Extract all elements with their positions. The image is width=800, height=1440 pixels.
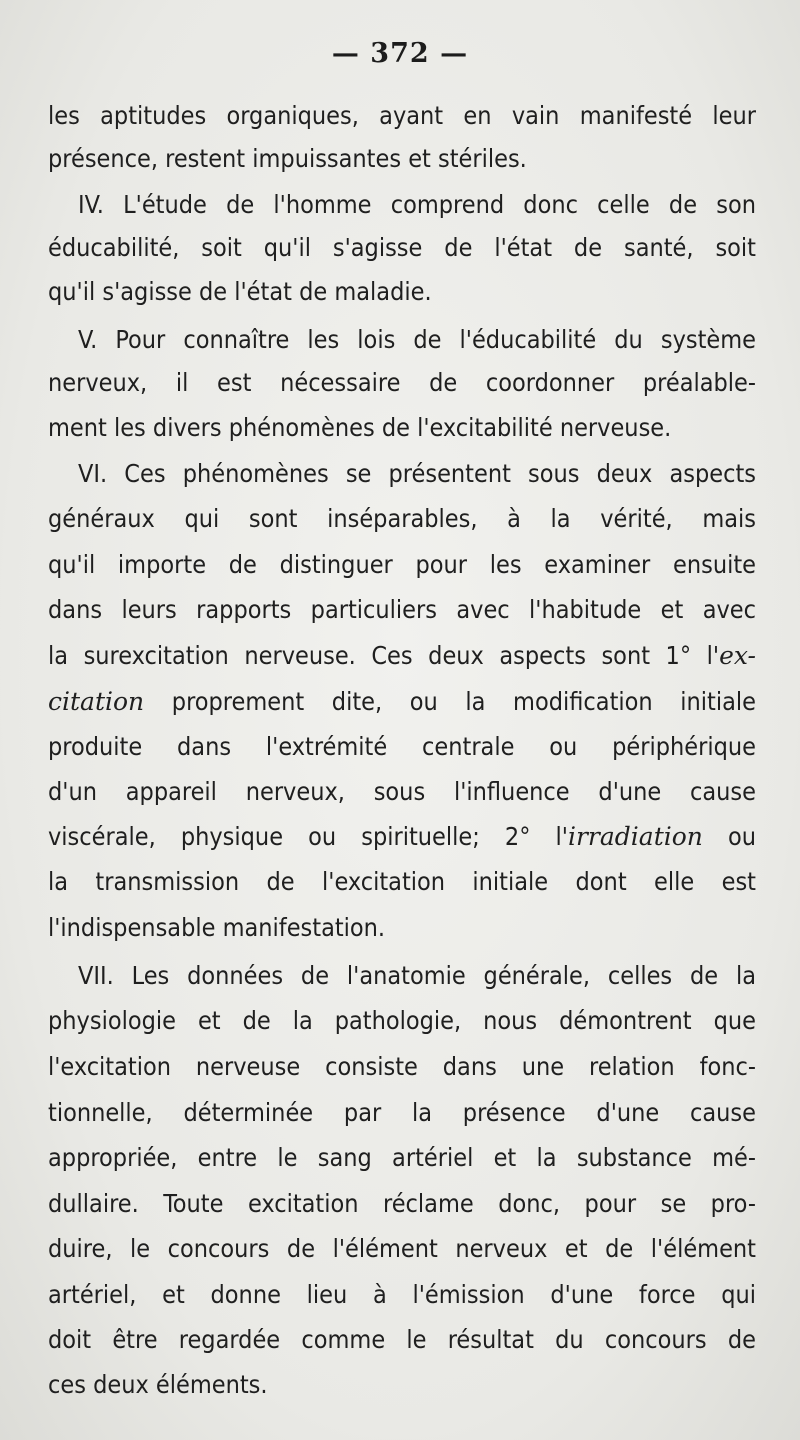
text-segment: nerveux, il est nécessaire de coordonner préalable- xyxy=(48,368,756,397)
page-number: — 372 — xyxy=(331,38,469,69)
text-line xyxy=(78,183,756,227)
text-line xyxy=(48,906,756,950)
italic-term: citation xyxy=(48,687,145,716)
text-segment: ces deux éléments. xyxy=(48,1370,268,1399)
text-segment: l'indispensable manifestation. xyxy=(48,913,386,942)
text-line xyxy=(48,634,756,678)
text-line xyxy=(48,815,756,859)
text-line xyxy=(48,406,756,450)
text-segment: qu'il importe de distinguer pour les examiner ensuite xyxy=(48,550,756,579)
text-line xyxy=(48,1136,756,1180)
text-line xyxy=(48,588,756,632)
text-segment: VII. Les données de l'anatomie générale, celles de la xyxy=(78,961,756,990)
text-segment: ou xyxy=(702,822,756,851)
text-line xyxy=(48,94,756,138)
text-segment: qu'il s'agisse de l'état de maladie. xyxy=(48,277,432,306)
text-line xyxy=(48,226,756,270)
text-segment: dullaire. Toute excitation réclame donc, pour se pro- xyxy=(48,1189,756,1218)
text-line xyxy=(48,1318,756,1362)
text-segment: viscérale, physique ou spirituelle; 2° l' xyxy=(48,822,568,851)
text-segment: généraux qui sont inséparables, à la vérité, mais xyxy=(48,504,756,533)
text-line xyxy=(48,361,756,405)
text-segment: présence, restent impuissantes et stériles. xyxy=(48,144,527,173)
text-segment: ment les divers phénomènes de l'excitabilité nerveuse. xyxy=(48,413,672,442)
text-segment: appropriée, entre le sang artériel et la substance mé- xyxy=(48,1143,756,1172)
text-segment: VI. Ces phénomènes se présentent sous deux aspects xyxy=(78,459,756,488)
text-line xyxy=(78,318,756,362)
text-segment: artériel, et donne lieu à l'émission d'une force qui xyxy=(48,1280,756,1309)
text-line xyxy=(48,999,756,1043)
italic-term: ex- xyxy=(719,641,756,670)
text-line xyxy=(48,860,756,904)
text-line xyxy=(48,725,756,769)
text-segment: la transmission de l'excitation initiale dont elle est xyxy=(48,867,756,896)
text-segment: physiologie et de la pathologie, nous démontrent que xyxy=(48,1006,756,1035)
text-line xyxy=(48,137,756,181)
text-line xyxy=(48,680,756,724)
text-line xyxy=(48,770,756,814)
text-segment: duire, le concours de l'élément nerveux et de l'élément xyxy=(48,1234,756,1263)
text-segment: d'un appareil nerveux, sous l'influence d'une cause xyxy=(48,777,756,806)
text-line xyxy=(48,1091,756,1135)
text-segment: dans leurs rapports particuliers avec l'habitude et avec xyxy=(48,595,756,624)
text-segment: tionnelle, déterminée par la présence d'une cause xyxy=(48,1098,756,1127)
text-segment: éducabilité, soit qu'il s'agisse de l'état de santé, soit xyxy=(48,233,756,262)
text-segment: la surexcitation nerveuse. Ces deux aspects sont 1° l' xyxy=(48,641,720,670)
text-line xyxy=(48,1273,756,1317)
text-segment: doit être regardée comme le résultat du concours de xyxy=(48,1325,756,1354)
text-line xyxy=(48,543,756,587)
text-line xyxy=(48,1227,756,1271)
text-segment: les aptitudes organiques, ayant en vain manifesté leur xyxy=(48,101,756,130)
text-line xyxy=(48,1363,756,1407)
text-segment: proprement dite, ou la modification initiale xyxy=(144,687,756,716)
italic-term: irradiation xyxy=(567,822,703,851)
text-line xyxy=(48,270,756,314)
text-line xyxy=(78,452,756,496)
text-line xyxy=(78,954,756,998)
text-line xyxy=(48,1045,756,1089)
text-segment: l'excitation nerveuse consiste dans une relation fonc- xyxy=(48,1052,756,1081)
text-segment: V. Pour connaître les lois de l'éducabilité du système xyxy=(78,325,756,354)
text-line xyxy=(48,497,756,541)
text-segment: IV. L'étude de l'homme comprend donc celle de son xyxy=(78,190,756,219)
text-line xyxy=(48,1182,756,1226)
text-segment: produite dans l'extrémité centrale ou périphérique xyxy=(48,732,756,761)
